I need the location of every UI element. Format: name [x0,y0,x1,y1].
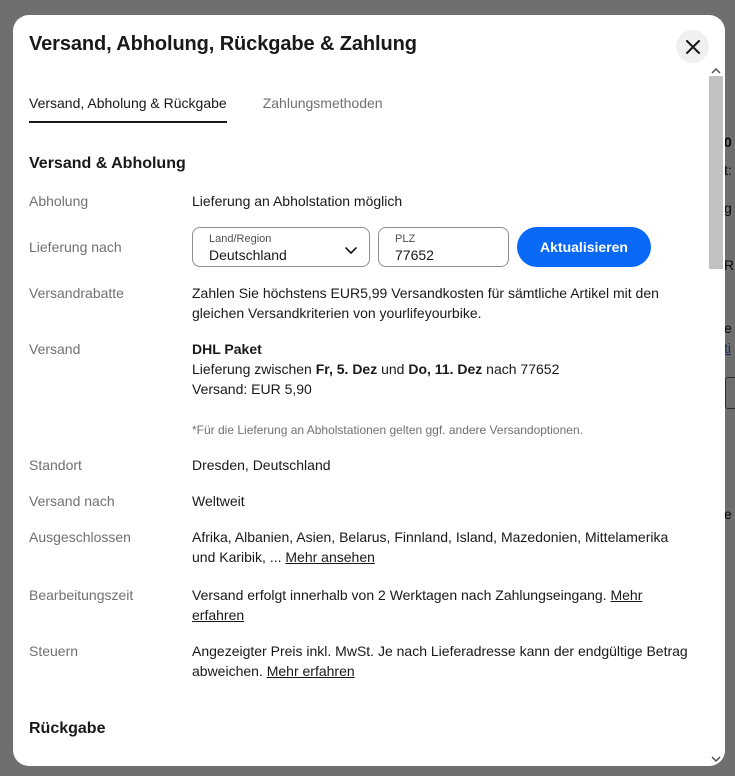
see-more-link[interactable]: Mehr ansehen [285,549,375,565]
shipping-cost: Versand: EUR 5,90 [192,381,312,397]
delivery-date-to: Do, 11. Dez [408,361,483,377]
taxes-learn-more-link[interactable]: Mehr erfahren [266,663,355,679]
tab-shipping-returns[interactable]: Versand, Abholung & Rückgabe [29,95,227,123]
shipping-service: DHL Paket [192,341,262,357]
scrollbar-thumb[interactable] [709,76,723,269]
taxes-label: Steuern [29,643,79,659]
country-field-label: Land/Region [209,233,272,245]
country-field-value: Deutschland [209,247,287,263]
shipping-discounts-value: Zahlen Sie höchstens EUR5,99 Versandkosten für sämtliche Artikel mit den gleichen Versandkriterien von yourlifeyourbike. [192,285,659,321]
section-title-shipping: Versand & Abholung [29,155,186,172]
handling-time-label: Bearbeitungszeit [29,587,134,603]
zip-field-label: PLZ [395,233,416,245]
scroll-down-arrow-icon[interactable] [711,751,721,761]
location-label: Standort [29,457,82,473]
vertical-scrollbar[interactable] [707,59,725,766]
ships-to-label: Versand nach [29,493,115,509]
ships-to-value: Weltweit [192,493,245,509]
close-button[interactable] [676,30,709,63]
close-icon [686,40,700,54]
pickup-value: Lieferung an Abholstation möglich [192,193,403,209]
handling-time-value: Versand erfolgt innerhalb von 2 Werktagen nach Zahlungseingang. Mehr erfahren [192,587,643,623]
delivery-date-from: Fr, 5. Dez [315,361,378,377]
shipping-label: Versand [29,341,81,357]
dialog-title: Versand, Abholung, Rückgabe & Zahlung [29,33,417,55]
section-title-returns: Rückgabe [29,720,106,737]
tab-bar [29,95,383,123]
dialog-content[interactable] [13,75,706,766]
scroll-up-arrow-icon[interactable] [711,63,721,73]
zip-field-value: 77652 [395,247,434,263]
shipping-discounts-label: Versandrabatte [29,285,124,301]
country-select[interactable] [192,227,370,267]
taxes-value: Angezeigter Preis inkl. MwSt. Je nach Lieferadresse kann der endgültige Betrag abweichen. Mehr erfahren [192,643,688,679]
excluded-label: Ausgeschlossen [29,529,131,545]
pickup-label: Abholung [29,193,89,209]
excluded-value: Afrika, Albanien, Asien, Belarus, Finnland, Island, Mazedonien, Mittelamerika und Karibik, ... Mehr ansehen [192,529,669,565]
pickup-station-note: *Für die Lieferung an Abholstationen gelten ggf. andere Versandoptionen. [192,423,583,437]
delivery-to-label: Lieferung nach [29,239,122,255]
update-button[interactable]: Aktualisieren [517,227,651,267]
shipping-payment-dialog [13,15,725,766]
delivery-estimate: Lieferung zwischen Fr, 5. Dez und Do, 11. Dez nach 77652 [192,361,560,377]
handling-learn-more-link[interactable]: Mehr erfahren [192,587,643,623]
location-value: Dresden, Deutschland [192,457,331,473]
tab-payment-methods[interactable]: Zahlungsmethoden [262,95,383,111]
shipping-details [192,339,692,399]
chevron-down-icon [345,242,357,260]
zip-code-field[interactable] [378,227,509,267]
